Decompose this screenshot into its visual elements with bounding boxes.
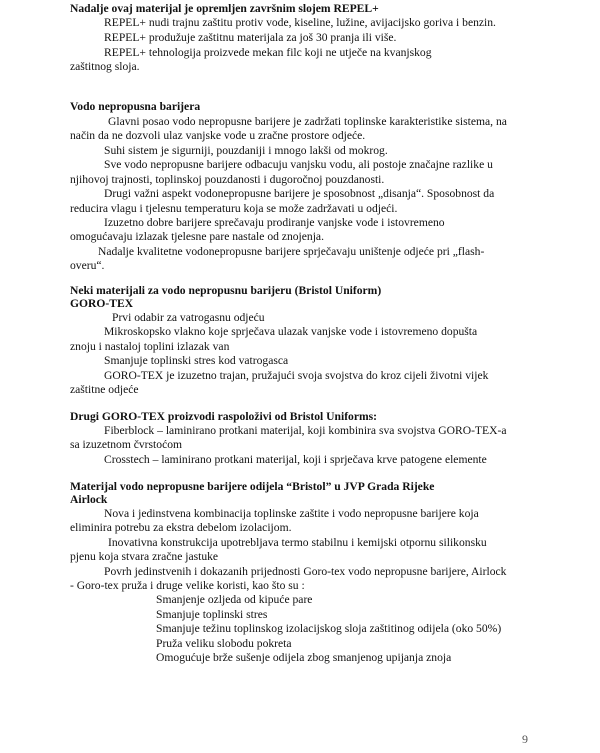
section-heading-barrier: Vodo nepropusna barijera: [70, 100, 201, 113]
paragraph-line: Drugi važni aspekt vodonepropusne barijere je sposobnost „disanja“. Sposobnost da: [104, 187, 495, 200]
benefit-item: Pruža veliku slobodu pokreta: [156, 637, 292, 650]
paragraph-line: eliminira potrebu za ekstra debelom izolacijom.: [70, 521, 292, 534]
subheading-airlock: Airlock: [70, 493, 108, 506]
paragraph-line: reducira vlagu i tjelesnu temperaturu koja se može zadržavati u odjeći.: [70, 202, 398, 215]
paragraph-line: Crosstech – laminirano protkani materijal, koji i sprječava krve patogene elemente: [104, 453, 487, 466]
paragraph-line: Fiberblock – laminirano protkani materijal, koji kombinira sva svojstva GORO-TEX-a: [104, 424, 507, 437]
paragraph-line: Prvi odabir za vatrogasnu odjeću: [112, 311, 265, 324]
repel-line-3: REPEL+ tehnologija proizvede mekan filc koji ne utječe na kvanjskog: [104, 46, 432, 59]
paragraph-line: omogućavaju izlazak tjelesne pare nastale od znojenja.: [70, 230, 324, 243]
section-heading-other-products: Drugi GORO-TEX proizvodi raspoloživi od Bristol Uniforms:: [70, 410, 378, 423]
paragraph-line: Inovativna konstrukcija upotrebljava termo stabilnu i kemijski otpornu silikonsku: [108, 536, 487, 549]
paragraph-line: - Goro-tex pruža i druge velike koristi, kao što su :: [70, 579, 305, 592]
repel-line-2: REPEL+ produžuje zaštitnu materijala za još 30 pranja ili više.: [104, 31, 397, 44]
paragraph-line: Povrh jedinstvenih i dokazanih prijednosti Goro-tex vodo nepropusne barijere, Airlock: [104, 565, 507, 578]
section-heading-repel: Nadalje ovaj materijal je opremljen završnim slojem REPEL+: [70, 2, 379, 15]
subheading-goro-tex: GORO-TEX: [70, 297, 134, 310]
benefit-item: Smanjuje težinu toplinskog izolacijskog sloja zaštitinog odijela (oko 50%): [156, 622, 502, 635]
repel-line-4: zaštitnog sloja.: [70, 60, 140, 73]
section-heading-materials: Neki materijali za vodo nepropusnu barijeru (Bristol Uniform): [70, 284, 382, 297]
paragraph-line: njihovoj trajnosti, toplinskoj pouzdanosti i dugoročnoj pouzdanosti.: [70, 173, 385, 186]
paragraph-line: Izuzetno dobre barijere sprečavaju prodiranje vanjske vode i istovremeno: [104, 216, 445, 229]
paragraph-line: znoju i nastaloj toplini izlazak van: [70, 340, 230, 353]
paragraph-line: Nadalje kvalitetne vodonepropusne barijere sprječavaju uništenje odjeće pri „flash-: [98, 245, 485, 258]
paragraph-line: pjenu koja stvara zračne jastuke: [70, 550, 219, 563]
paragraph-line: Mikroskopsko vlakno koje sprječava ulazak vanjske vode i istovremeno dopušta: [104, 325, 478, 338]
paragraph-line: Smanjuje toplinski stres kod vatrogasca: [104, 354, 289, 367]
benefit-item: Smanjenje ozljeda od kipuće pare: [156, 593, 313, 606]
paragraph-line: GORO-TEX je izuzetno trajan, pružajući svoja svojstva do kroz cijeli životni vijek: [104, 369, 489, 382]
paragraph-line: Sve vodo nepropusne barijere odbacuju vanjsku vodu, ali postoje značajne razlike u: [104, 158, 493, 171]
paragraph-line: Nova i jedinstvena kombinacija toplinske zaštite i vodo nepropusne barijere koja: [104, 507, 479, 520]
paragraph-line: način da ne dozvoli ulaz vanjske vode u zračne prostore odjeće.: [70, 129, 366, 142]
paragraph-line: Glavni posao vodo nepropusne barijere je zadržati toplinske karakteristike sistema, na: [108, 115, 507, 128]
page-number: 9: [522, 732, 528, 746]
paragraph-line: sa izuzetnom čvrstoćom: [70, 438, 183, 451]
paragraph-line: Suhi sistem je sigurniji, pouzdaniji i mnogo lakši od mokrog.: [104, 144, 388, 157]
repel-line-1: REPEL+ nudi trajnu zaštitu protiv vode, kiseline, lužine, avijacijsko goriva i benzin.: [104, 16, 496, 29]
paragraph-line: zaštitne odjeće: [70, 383, 139, 396]
section-heading-bristol: Materijal vodo nepropusne barijere odijela “Bristol” u JVP Grada Rijeke: [70, 480, 435, 493]
benefit-item: Omogućuje brže sušenje odijela zbog smanjenog upijanja znoja: [156, 651, 452, 664]
benefit-item: Smanjuje toplinski stres: [156, 608, 268, 621]
paragraph-line: overu“.: [70, 259, 105, 272]
